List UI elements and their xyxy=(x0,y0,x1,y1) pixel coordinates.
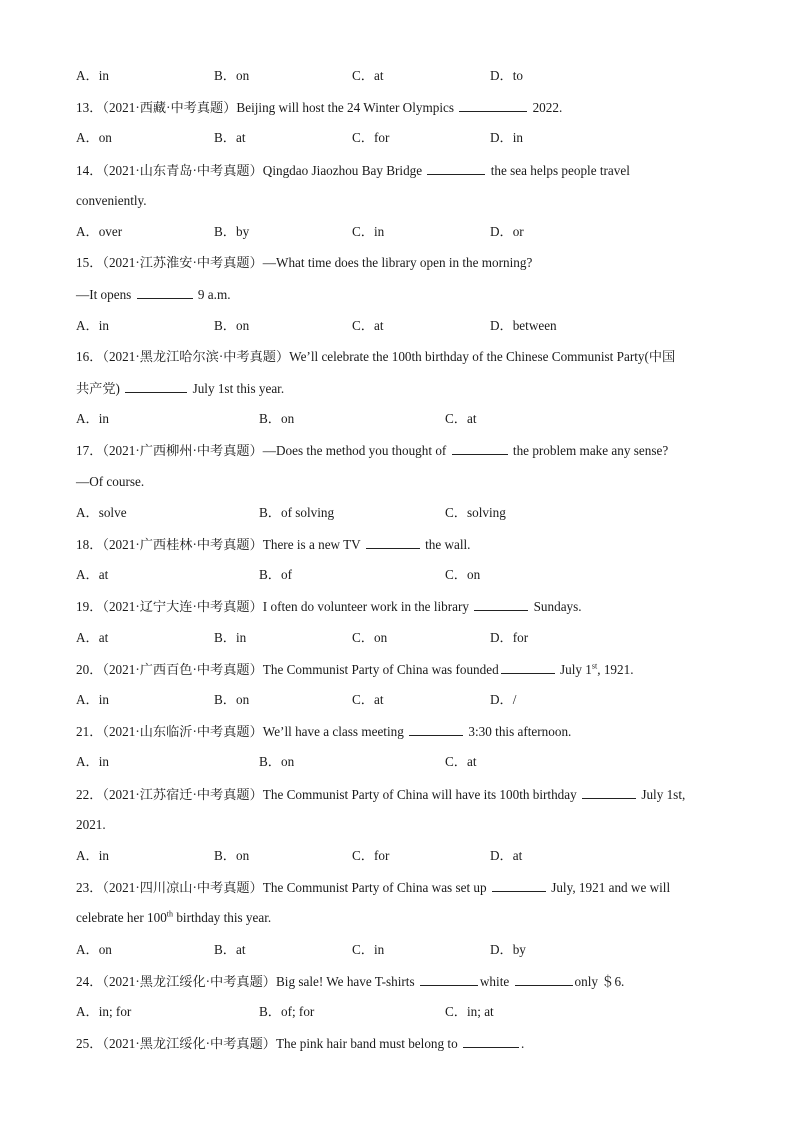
answer-option[interactable]: B．on xyxy=(214,848,250,863)
answer-option[interactable]: A．in xyxy=(76,848,109,863)
answer-option[interactable]: A．in xyxy=(76,317,109,333)
question-text: 22．（2021·江苏宿迁·中考真题）The Communist Party of China will have its 100th birthday xyxy=(76,786,581,802)
question-stem xyxy=(76,99,562,115)
answer-option[interactable]: B．on xyxy=(259,411,295,427)
answer-option[interactable]: C．in; at xyxy=(445,1004,494,1019)
answer-blank[interactable] xyxy=(452,442,508,455)
superscript-text: st xyxy=(591,661,598,671)
question-stem-continued xyxy=(76,193,147,209)
question-stem xyxy=(76,536,470,552)
answer-option[interactable]: B．on xyxy=(214,68,250,83)
question-text: 18．（2021·广西桂林·中考真题）There is a new TV xyxy=(76,537,364,552)
question-stem xyxy=(76,1035,524,1051)
answer-option[interactable]: A．solve xyxy=(76,504,127,520)
question-stem xyxy=(76,162,630,178)
question-stem xyxy=(76,598,582,614)
question-text: , 1921. xyxy=(597,661,634,677)
answer-blank[interactable] xyxy=(474,598,528,611)
question-text: Sundays. xyxy=(530,599,582,615)
answer-option[interactable]: A．in xyxy=(76,692,109,707)
answer-option[interactable]: B．by xyxy=(214,224,250,239)
question-text: the problem make any sense? xyxy=(509,443,669,459)
question-text: 2021. xyxy=(76,816,106,832)
question-stem-continued xyxy=(76,910,271,926)
answer-option[interactable]: B．on xyxy=(259,754,295,770)
question-text: 3:30 this afternoon. xyxy=(465,724,572,740)
answer-blank[interactable] xyxy=(366,536,420,549)
question-stem xyxy=(76,723,571,739)
question-text: celebrate her 100 xyxy=(76,910,167,926)
answer-option[interactable]: B．of xyxy=(259,567,292,583)
question-stem xyxy=(76,349,675,365)
question-stem xyxy=(76,973,624,989)
question-stem xyxy=(76,661,633,677)
question-text: —It opens xyxy=(76,287,135,303)
answer-blank[interactable] xyxy=(582,786,636,799)
question-stem xyxy=(76,786,685,802)
answer-blank[interactable] xyxy=(137,286,193,299)
answer-option[interactable]: D．for xyxy=(490,629,529,645)
answer-option[interactable]: D．to xyxy=(490,68,523,83)
question-stem-continued xyxy=(76,817,106,833)
question-text: 共产党) xyxy=(76,381,124,396)
answer-option[interactable]: B．of; for xyxy=(259,1004,315,1019)
answer-option[interactable]: C．for xyxy=(352,848,390,863)
answer-blank[interactable] xyxy=(459,99,527,112)
question-text: 19．（2021·辽宁大连·中考真题）I often do volunteer work in the library xyxy=(76,599,473,615)
answer-blank[interactable] xyxy=(420,973,478,986)
question-text: July 1 xyxy=(556,661,592,677)
superscript-text: th xyxy=(166,910,174,919)
question-text: 16．（2021·黑龙江哈尔滨·中考真题）We’ll celebrate the 100th birthday of the Chinese Communist Party(中国 xyxy=(76,348,676,364)
answer-option[interactable]: C．solving xyxy=(445,504,506,520)
answer-option[interactable]: B．at xyxy=(214,941,246,957)
answer-option[interactable]: A．at xyxy=(76,567,109,583)
answer-option[interactable]: A．over xyxy=(76,224,123,239)
answer-blank[interactable] xyxy=(501,661,555,674)
question-text: 13．（2021·西藏·中考真题）Beijing will host the 24 Winter Olympics xyxy=(76,100,458,116)
question-text: 2022. xyxy=(529,100,563,116)
answer-option[interactable]: A．on xyxy=(76,941,112,957)
answer-blank[interactable] xyxy=(409,723,463,736)
question-text: 21．（2021·山东临沂·中考真题）We’ll have a class meeting xyxy=(76,724,408,740)
answer-option[interactable]: D．or xyxy=(490,224,524,239)
answer-option[interactable]: C．at xyxy=(445,754,477,770)
question-text: July 1st, xyxy=(638,786,686,802)
answer-option[interactable]: A．on xyxy=(76,130,112,146)
answer-option[interactable]: D．at xyxy=(490,848,523,863)
answer-option[interactable]: A．in xyxy=(76,68,109,83)
question-text: 9 a.m. xyxy=(194,287,231,303)
answer-option[interactable]: C．in xyxy=(352,224,385,239)
question-text: 23．（2021·四川凉山·中考真题）The Communist Party of China was set up xyxy=(76,880,490,896)
question-text: birthday this year. xyxy=(173,910,272,926)
question-text: conveniently. xyxy=(76,192,147,208)
question-text: 24．（2021·黑龙江绥化·中考真题）Big sale! We have T-shirts xyxy=(76,973,418,989)
question-text: only ＄6. xyxy=(574,973,625,989)
question-stem xyxy=(76,879,670,895)
question-stem-continued xyxy=(76,474,144,490)
answer-option[interactable]: D．by xyxy=(490,941,526,957)
answer-option[interactable]: C．at xyxy=(352,692,384,707)
question-text: . xyxy=(520,1036,525,1052)
answer-option[interactable]: A．in; for xyxy=(76,1004,132,1019)
answer-option[interactable]: C．in xyxy=(352,941,385,957)
answer-option[interactable]: C．on xyxy=(445,567,481,583)
question-stem-continued xyxy=(76,380,284,396)
question-text: white xyxy=(479,973,513,989)
question-text: the sea helps people travel xyxy=(487,162,630,178)
question-text: 15．（2021·江苏淮安·中考真题）—What time does the library open in the morning? xyxy=(76,255,533,271)
answer-blank[interactable] xyxy=(515,973,573,986)
answer-option[interactable]: C．at xyxy=(352,68,384,83)
question-text: 25．（2021·黑龙江绥化·中考真题）The pink hair band must belong to xyxy=(76,1036,461,1052)
answer-option[interactable]: B．in xyxy=(214,629,247,645)
answer-option[interactable]: C．at xyxy=(352,317,384,333)
answer-option[interactable]: C．for xyxy=(352,130,390,146)
answer-option[interactable]: C．on xyxy=(352,629,388,645)
question-stem-continued xyxy=(76,286,231,302)
answer-option[interactable]: B．at xyxy=(214,130,246,146)
answer-option[interactable]: A．in xyxy=(76,411,109,427)
answer-option[interactable]: C．at xyxy=(445,411,477,427)
answer-blank[interactable] xyxy=(427,162,485,175)
answer-option[interactable]: D．between xyxy=(490,317,557,333)
answer-option[interactable]: A．at xyxy=(76,629,109,645)
answer-blank[interactable] xyxy=(463,1035,519,1048)
answer-option[interactable]: B．of solving xyxy=(259,504,335,520)
answer-option[interactable]: A．in xyxy=(76,754,109,770)
question-text: 20．（2021·广西百色·中考真题）The Communist Party of China was founded xyxy=(76,661,499,677)
question-stem xyxy=(76,255,532,271)
answer-blank[interactable] xyxy=(125,380,187,393)
question-text: —Of course. xyxy=(76,473,145,489)
answer-option[interactable]: D．/ xyxy=(490,692,517,707)
answer-blank[interactable] xyxy=(492,879,546,892)
answer-option[interactable]: B．on xyxy=(214,692,250,707)
question-text: July 1st this year. xyxy=(189,381,285,396)
question-text: the wall. xyxy=(421,537,471,552)
question-text: July, 1921 and we will xyxy=(547,880,671,896)
answer-option[interactable]: D．in xyxy=(490,130,523,146)
question-stem xyxy=(76,442,668,458)
question-text: 14．（2021·山东青岛·中考真题）Qingdao Jiaozhou Bay Bridge xyxy=(76,162,426,178)
answer-option[interactable]: B．on xyxy=(214,317,250,333)
question-text: 17．（2021·广西柳州·中考真题）—Does the method you thought of xyxy=(76,443,450,459)
